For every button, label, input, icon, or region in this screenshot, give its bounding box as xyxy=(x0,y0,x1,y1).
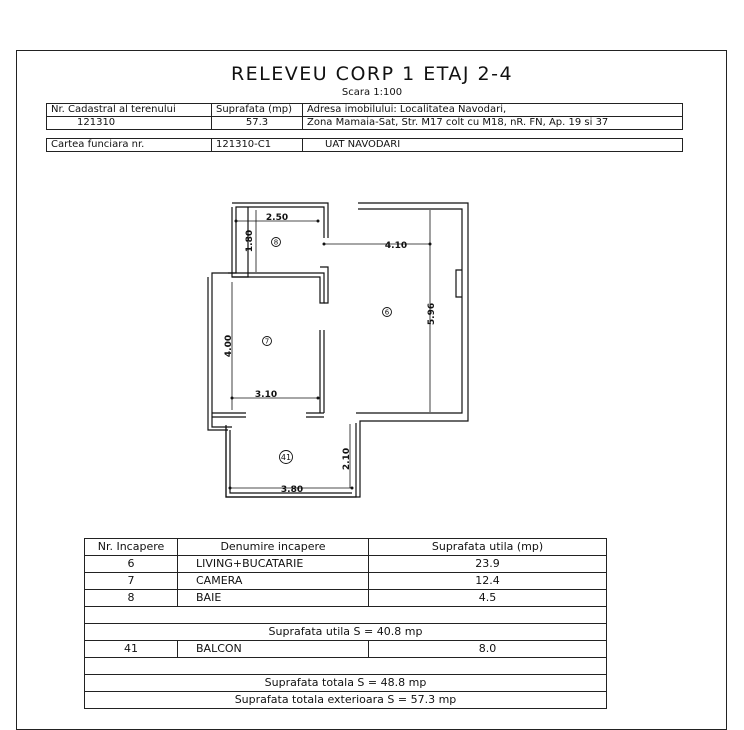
room-name: BAIE xyxy=(178,590,369,607)
dim-4-10: 4.10 xyxy=(384,241,408,251)
wall-partition-bottom-right xyxy=(306,413,324,417)
dim-2-50: 2.50 xyxy=(265,213,289,223)
balcony-area: 8.0 xyxy=(369,641,607,658)
room-nr: 8 xyxy=(85,590,178,607)
cadastral-label: Nr. Cadastral al terenului xyxy=(47,104,212,117)
dim-5-96: 5.96 xyxy=(427,302,437,326)
table-row xyxy=(85,556,607,573)
col-header-nr: Nr. Incapere xyxy=(85,539,178,556)
room-nr: 7 xyxy=(85,573,178,590)
col-header-area: Suprafata utila (mp) xyxy=(369,539,607,556)
surface-value: 57.3 xyxy=(212,117,303,130)
spacer-row xyxy=(85,607,607,624)
room-41-label: 41 xyxy=(280,453,292,462)
dim-2-10: 2.10 xyxy=(342,447,352,471)
room-area: 12.4 xyxy=(369,573,607,590)
address-label: Adresa imobilului: Localitatea Navodari, xyxy=(303,104,683,117)
uat-label: UAT NAVODARI xyxy=(303,139,683,152)
table-row xyxy=(85,590,607,607)
wall-outer-top-right-inner xyxy=(356,209,462,413)
cf-label: Cartea funciara nr. xyxy=(47,139,212,152)
total-exterior-area: Suprafata totala exterioara S = 57.3 mp xyxy=(85,692,607,709)
table-row xyxy=(85,573,607,590)
total-area: Suprafata totala S = 48.8 mp xyxy=(85,675,607,692)
room-8-label: 8 xyxy=(273,238,279,247)
room-nr: 6 xyxy=(85,556,178,573)
room-name: CAMERA xyxy=(178,573,369,590)
rooms-table xyxy=(84,538,607,709)
cadastral-value: 121310 xyxy=(47,117,212,130)
dim-4-00: 4.00 xyxy=(224,334,234,358)
dim-3-80: 3.80 xyxy=(280,485,304,495)
room-area: 23.9 xyxy=(369,556,607,573)
room-7-label: 7 xyxy=(264,337,270,346)
useful-total: Suprafata utila S = 40.8 mp xyxy=(85,624,607,641)
cf-value: 121310-C1 xyxy=(212,139,303,152)
surface-label: Suprafata (mp) xyxy=(212,104,303,117)
balcony-name: BALCON xyxy=(178,641,369,658)
dim-3-10: 3.10 xyxy=(254,390,278,400)
table-row xyxy=(85,641,607,658)
dim-1-80: 1.80 xyxy=(245,229,255,253)
drawing-scale: Scara 1:100 xyxy=(341,87,403,98)
wall-partition-bottom xyxy=(212,413,246,417)
room-area: 4.5 xyxy=(369,590,607,607)
room-6-label: 6 xyxy=(384,308,390,317)
drawing-title: RELEVEU CORP 1 ETAJ 2-4 xyxy=(230,63,514,85)
spacer-row xyxy=(85,658,607,675)
balcony-nr: 41 xyxy=(85,641,178,658)
wall-niche xyxy=(456,270,462,297)
wall-partition-vertical xyxy=(320,330,324,413)
address-value: Zona Mamaia-Sat, Str. M17 colt cu M18, nR. FN, Ap. 19 si 37 xyxy=(303,117,683,130)
wall-partition-bath xyxy=(228,273,324,303)
col-header-name: Denumire incapere xyxy=(178,539,369,556)
room-name: LIVING+BUCATARIE xyxy=(178,556,369,573)
